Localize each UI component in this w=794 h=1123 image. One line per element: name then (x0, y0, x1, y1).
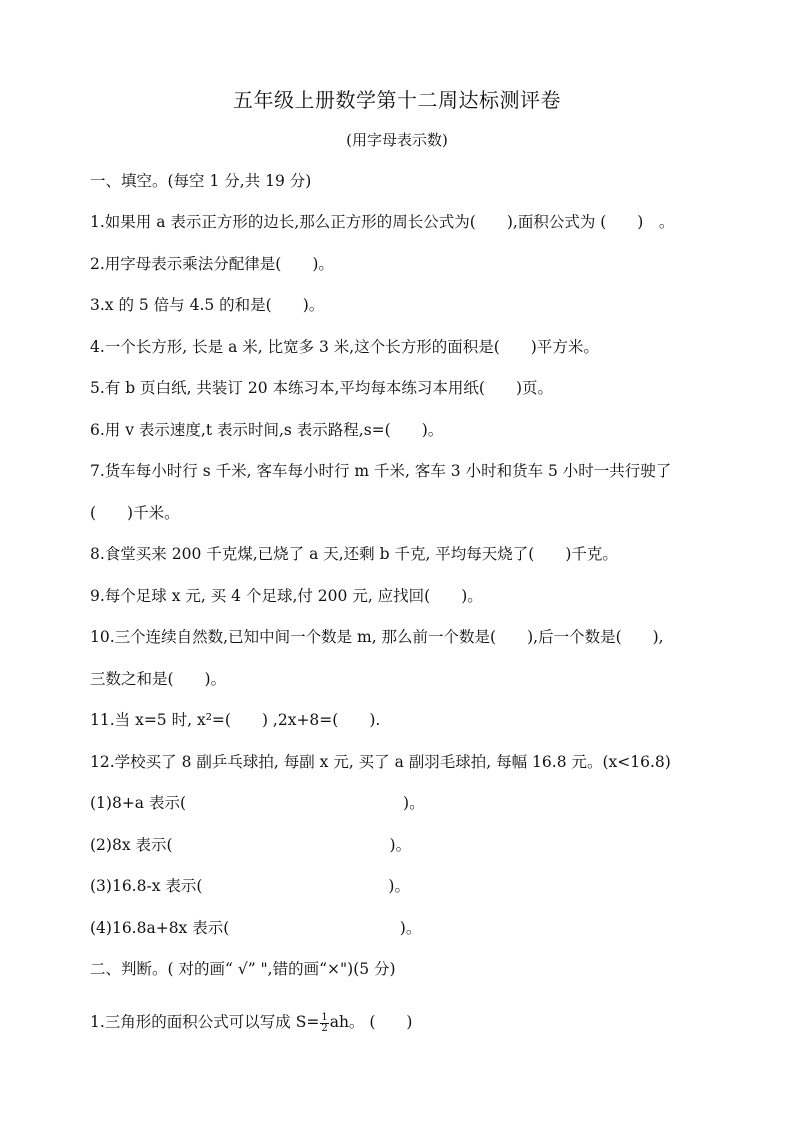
question-3: 3.x 的 5 倍与 4.5 的和是( )。 (90, 296, 325, 314)
question-10-line-1: 10.三个连续自然数,已知中间一个数是 m, 那么前一个数是( ),后一个数是( ), (90, 628, 664, 646)
question-10-line-2: 三数之和是( )。 (90, 670, 227, 688)
question-6: 6.用 v 表示速度,t 表示时间,s 表示路程,s=( )。 (90, 421, 444, 439)
section-1-heading: 一、填空。(每空 1 分,共 19 分) (90, 172, 312, 190)
judgement-question-1-suffix: ah。 ( ) (329, 1013, 413, 1031)
question-12-part-2: (2)8x 表示( )。 (90, 836, 412, 854)
fraction-one-half (320, 1013, 328, 1034)
question-9: 9.每个足球 x 元, 买 4 个足球,付 200 元, 应找回( )。 (90, 587, 483, 605)
question-5: 5.有 b 页白纸, 共装订 20 本练习本,平均每本练习本用纸( )页。 (90, 379, 554, 397)
fraction-numerator: 1 (321, 1011, 328, 1023)
question-7-line-1: 7.货车每小时行 s 千米, 客车每小时行 m 千米, 客车 3 小时和货车 5 小时一共行驶了 (90, 462, 672, 480)
judgement-question-1-prefix: 1.三角形的面积公式可以写成 S= (90, 1013, 320, 1031)
question-12: 12.学校买了 8 副乒乓球拍, 每副 x 元, 买了 a 副羽毛球拍, 每幅 16.8 元。(x<16.8) (90, 753, 671, 771)
question-12-part-4: (4)16.8a+8x 表示( )。 (90, 919, 422, 937)
page-subtitle: (用字母表示数) (346, 131, 448, 149)
question-7-line-2: ( )千米。 (90, 504, 180, 522)
page-title: 五年级上册数学第十二周达标测评卷 (233, 88, 561, 112)
question-1: 1.如果用 a 表示正方形的边长,那么正方形的周长公式为( ),面积公式为 ( ) 。 (90, 213, 675, 231)
question-4: 4.一个长方形, 长是 a 米, 比宽多 3 米,这个长方形的面积是( )平方米。 (90, 338, 599, 356)
question-12-part-3: (3)16.8-x 表示( )。 (90, 877, 410, 895)
section-2-heading: 二、判断。( 对的画“ √” ",错的画“×")(5 分) (90, 960, 396, 978)
question-11: 11.当 x=5 时, x²=( ) ,2x+8=( ). (90, 711, 381, 729)
question-2: 2.用字母表示乘法分配律是( )。 (90, 255, 334, 273)
fraction-denominator: 2 (321, 1022, 328, 1034)
question-12-part-1: (1)8+a 表示( )。 (90, 794, 425, 812)
judgement-question-1 (90, 1012, 412, 1034)
question-8: 8.食堂买来 200 千克煤,已烧了 a 天,还剩 b 千克, 平均每天烧了( )千克。 (90, 545, 618, 563)
